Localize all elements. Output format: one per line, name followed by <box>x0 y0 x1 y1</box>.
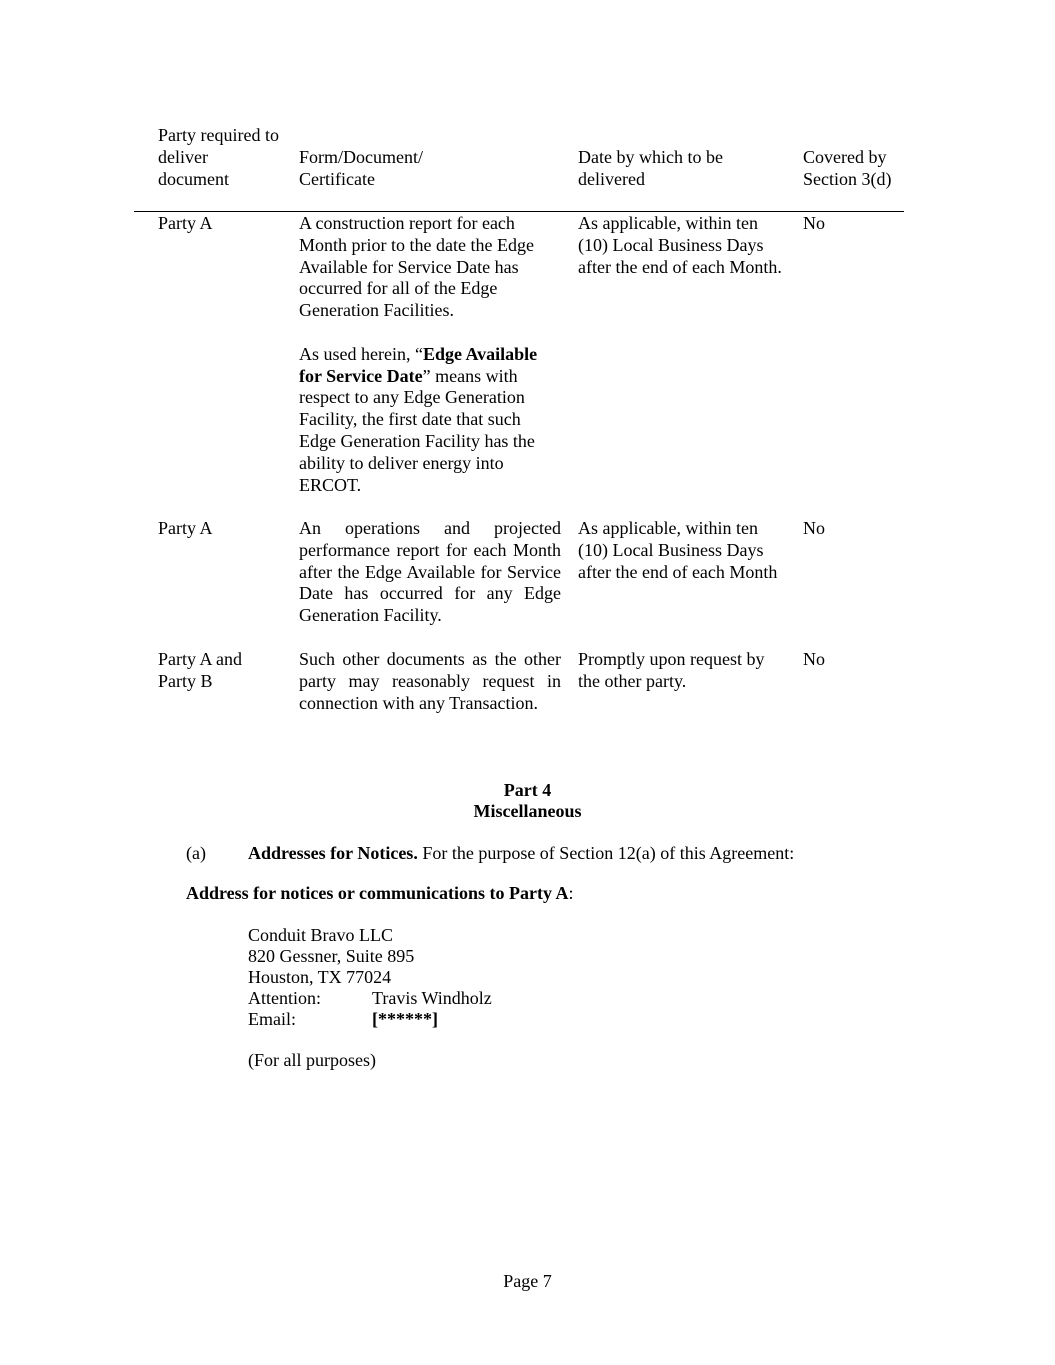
row2-party: Party A <box>158 518 213 538</box>
row1-date: As applicable, within ten (10) Local Business Days after the end of each Month. <box>578 213 782 277</box>
email-label: Email: <box>248 1009 296 1029</box>
address-heading-text: Address for notices or communications to Party A <box>186 883 569 903</box>
address-heading-colon: : <box>568 883 574 903</box>
item-a-heading: Addresses for Notices. <box>248 843 418 863</box>
row1-form-paragraph2 <box>299 344 561 497</box>
row1-form-definition-post: ” means with respect to any Edge Generation Facility, the first date that such Edge Generation Facility has the ability to deliver energy into ERCOT. <box>299 365 535 495</box>
purposes-note: (For all purposes) <box>248 1050 376 1070</box>
header-rule <box>134 211 904 212</box>
row2-form: An operations and projected performance report for each Month after the Edge Available for Service Date has occurred for any Edge Generation Facility. <box>299 518 561 626</box>
part4-title: Part 4 <box>503 780 552 800</box>
address-street: 820 Gessner, Suite 895 <box>248 946 415 966</box>
row1-form-paragraph1: A construction report for each Month prior to the date the Edge Available for Service Date has occurred for all of the Edge Generation Facilities. <box>299 213 534 321</box>
header-date: Date by which to be delivered <box>578 147 723 189</box>
header-form: Form/Document/ Certificate <box>299 147 423 189</box>
address-company: Conduit Bravo LLC <box>248 925 393 945</box>
address-city: Houston, TX 77024 <box>248 967 392 987</box>
item-a-body: For the purpose of Section 12(a) of this Agreement: <box>417 843 795 863</box>
item-a-label: (a) <box>186 843 206 863</box>
header-party: Party required to deliver document <box>158 125 279 189</box>
item-a-text <box>248 843 794 865</box>
row1-form-defined-term: Edge Available for Service Date <box>299 343 538 386</box>
row1-form-definition-pre: As used herein, “ <box>299 343 423 364</box>
header-covered: Covered by Section 3(d) <box>803 147 892 189</box>
row3-date: Promptly upon request by the other party. <box>578 649 765 691</box>
row3-covered: No <box>803 649 825 669</box>
row2-date: As applicable, within ten (10) Local Business Days after the end of each Month <box>578 518 778 582</box>
attention-label: Attention: <box>248 988 321 1008</box>
page-number: Page 7 <box>503 1271 552 1291</box>
row3-party: Party A and Party B <box>158 649 242 691</box>
attention-value: Travis Windholz <box>372 988 492 1008</box>
row1-covered: No <box>803 213 825 233</box>
row1-party: Party A <box>158 213 213 233</box>
part4-subtitle: Miscellaneous <box>473 801 582 821</box>
row3-form: Such other documents as the other party may reasonably request in connection with any Transaction. <box>299 649 561 713</box>
email-value: [******] <box>372 1009 438 1029</box>
row2-covered: No <box>803 518 825 538</box>
address-heading <box>186 883 574 905</box>
row1-form <box>299 213 561 496</box>
